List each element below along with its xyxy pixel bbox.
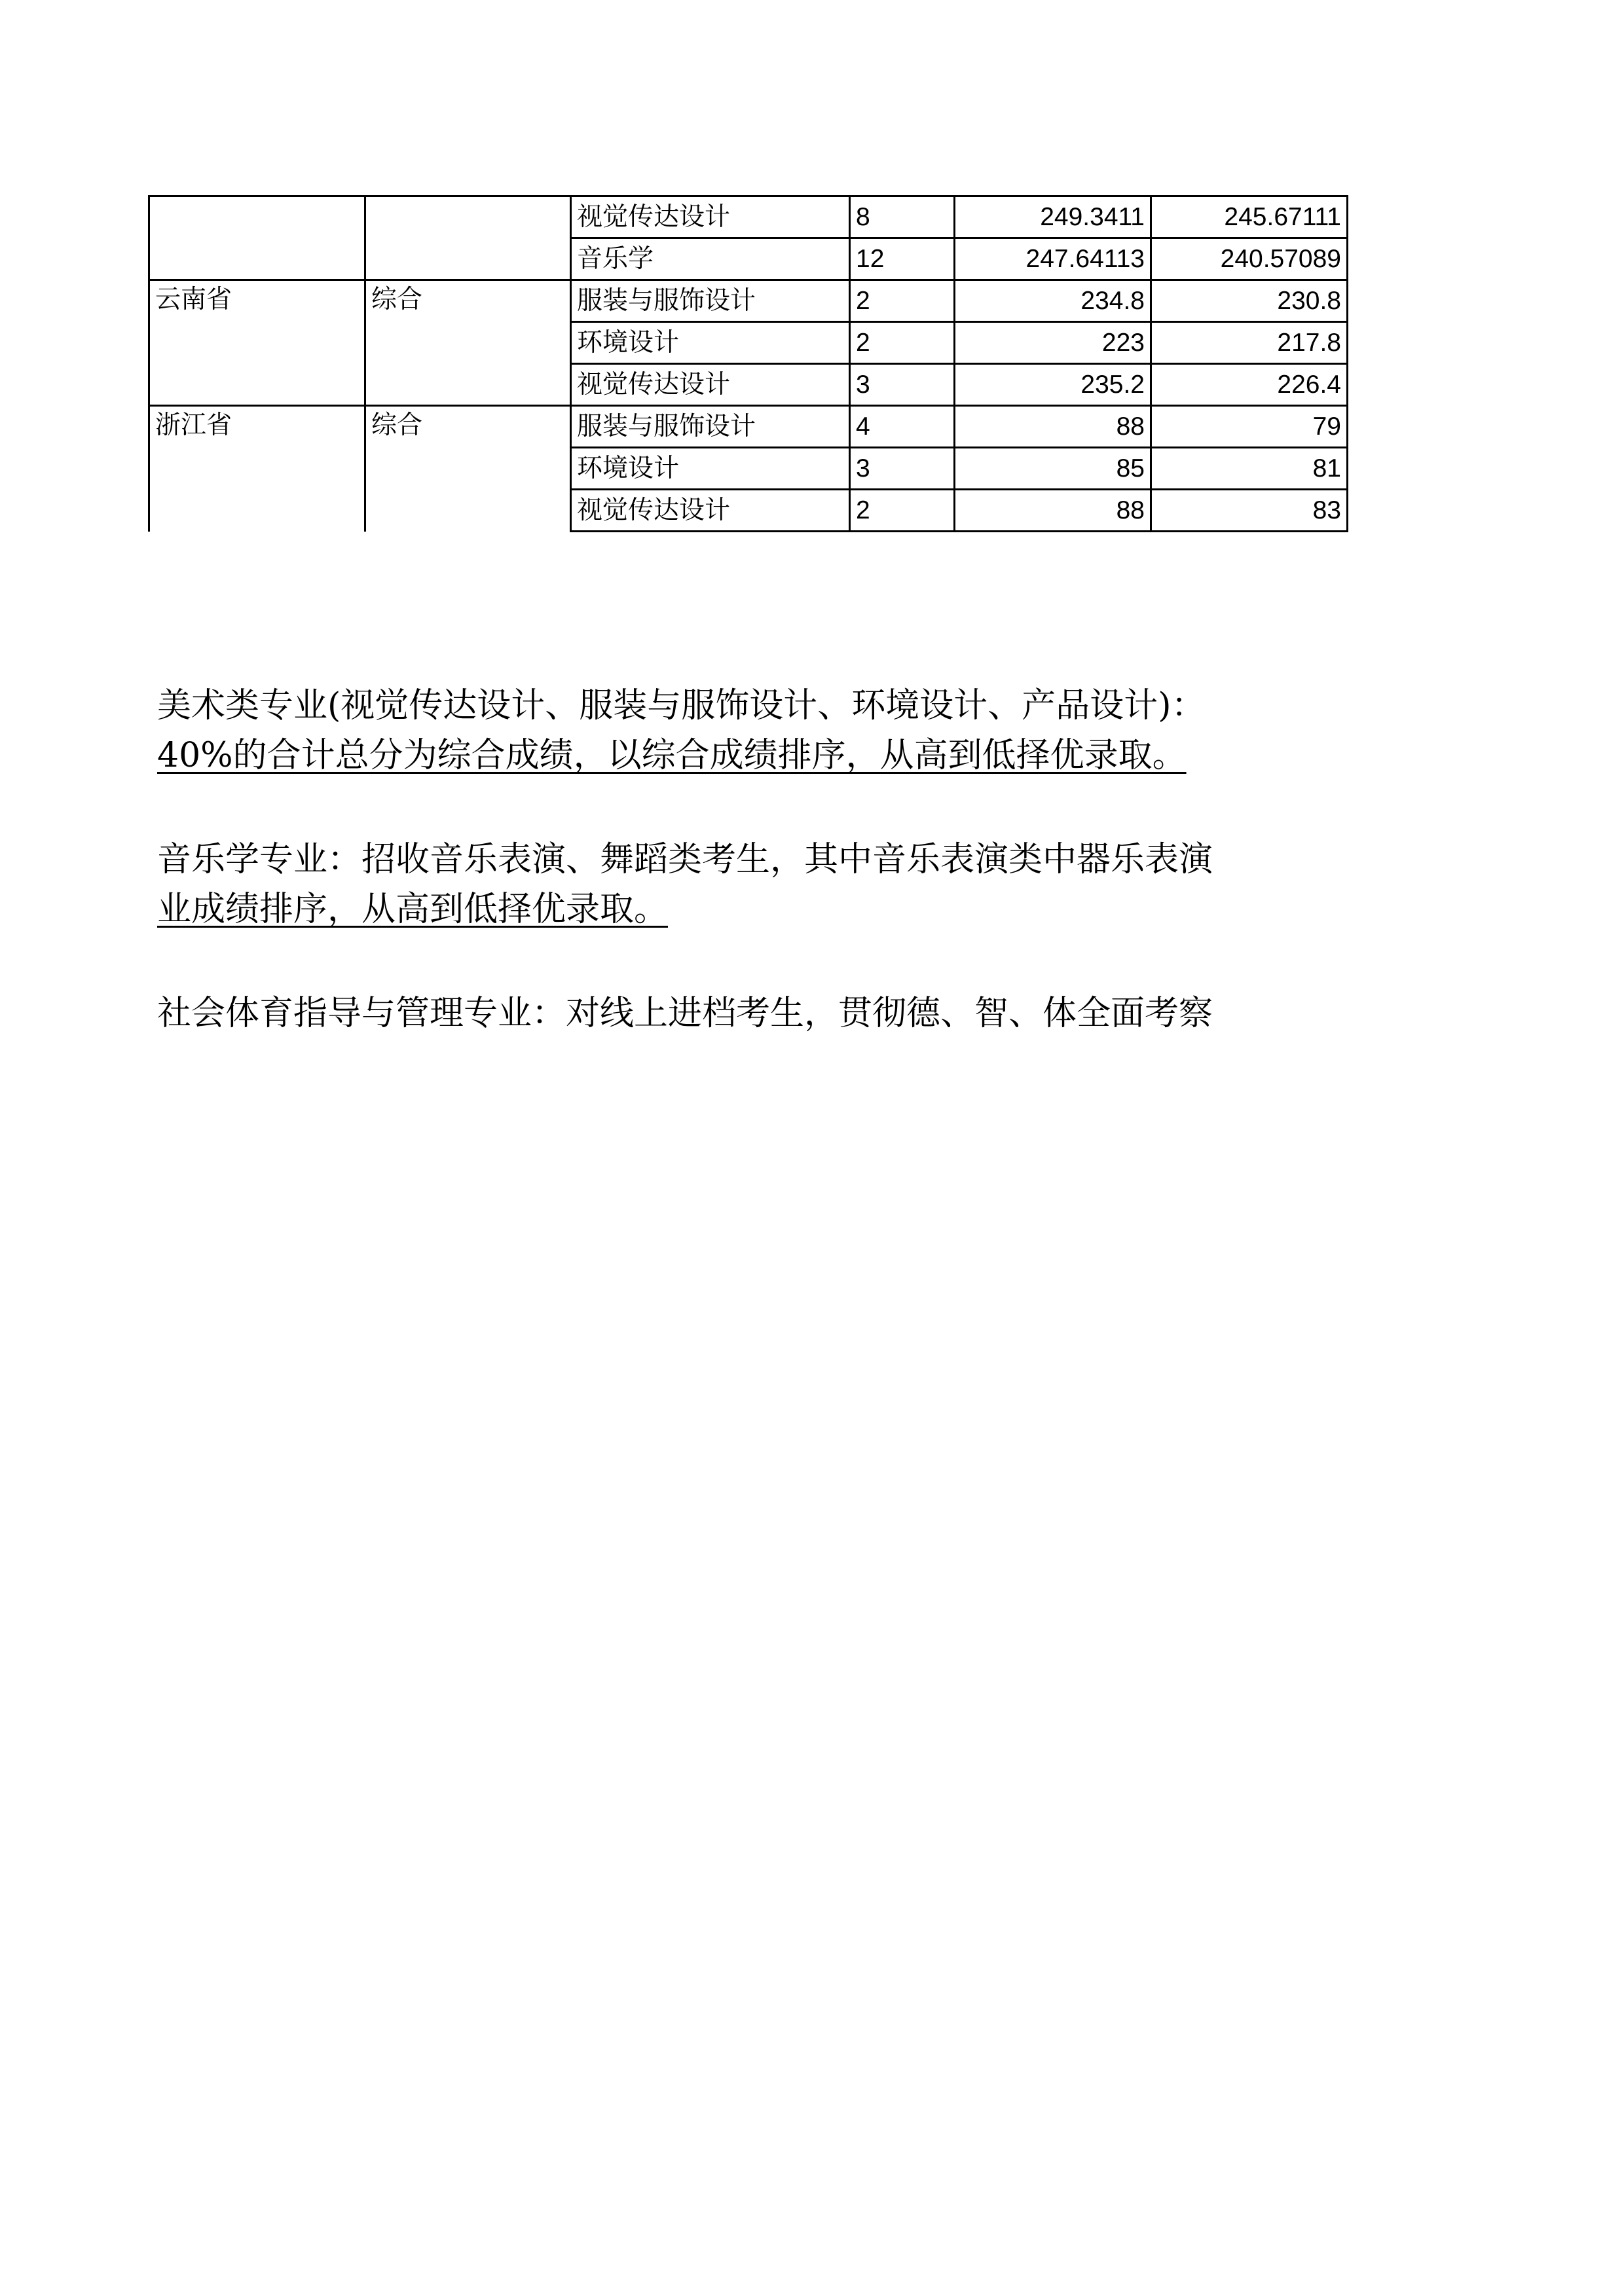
major-cell: 环境设计 (571, 448, 850, 490)
major-cell: 音乐学 (571, 238, 850, 280)
major-cell: 视觉传达设计 (571, 490, 850, 532)
plan-count-cell: 2 (850, 322, 955, 364)
art-note-line-1: 美术类专业(视觉传达设计、服装与服饰设计、环境设计、产品设计)： (157, 686, 1206, 725)
table-row (149, 322, 1348, 364)
max-score-cell: 223 (955, 322, 1151, 364)
province-cell (149, 322, 365, 364)
plan-count-cell: 3 (850, 364, 955, 406)
province-cell (149, 490, 365, 532)
music-note-line-1: 音乐学专业：招收音乐表演、舞蹈类考生，其中音乐表演类中器乐表演 (157, 840, 1213, 879)
admission-score-table (148, 195, 1348, 532)
province-cell: 云南省 (149, 280, 365, 322)
min-score-cell: 245.67111 (1151, 196, 1348, 238)
min-score-cell: 240.57089 (1151, 238, 1348, 280)
music-major-note (157, 835, 1349, 934)
max-score-cell: 234.8 (955, 280, 1151, 322)
category-cell (365, 238, 571, 280)
max-score-cell: 247.64113 (955, 238, 1151, 280)
min-score-cell: 217.8 (1151, 322, 1348, 364)
category-cell (365, 364, 571, 406)
sports-major-note (157, 989, 1349, 1038)
max-score-cell: 85 (955, 448, 1151, 490)
category-cell (365, 448, 571, 490)
table-row (149, 196, 1348, 238)
major-cell: 服装与服饰设计 (571, 280, 850, 322)
art-majors-note (157, 681, 1349, 780)
province-cell (149, 196, 365, 238)
category-cell (365, 196, 571, 238)
table-row (149, 448, 1348, 490)
province-cell: 浙江省 (149, 406, 365, 448)
table-row (149, 364, 1348, 406)
max-score-cell: 88 (955, 490, 1151, 532)
table-row (149, 238, 1348, 280)
major-cell: 视觉传达设计 (571, 196, 850, 238)
plan-count-cell: 4 (850, 406, 955, 448)
table-row (149, 280, 1348, 322)
max-score-cell: 235.2 (955, 364, 1151, 406)
category-cell (365, 322, 571, 364)
max-score-cell: 88 (955, 406, 1151, 448)
category-cell (365, 490, 571, 532)
plan-count-cell: 12 (850, 238, 955, 280)
plan-count-cell: 3 (850, 448, 955, 490)
major-cell: 视觉传达设计 (571, 364, 850, 406)
sports-note-line-1: 社会体育指导与管理专业：对线上进档考生，贯彻德、智、体全面考察 (157, 994, 1213, 1033)
table-row (149, 490, 1348, 532)
art-note-line-2: 40%的合计总分为综合成绩，以综合成绩排序，从高到低择优录取。 (157, 736, 1187, 775)
max-score-cell: 249.3411 (955, 196, 1151, 238)
min-score-cell: 226.4 (1151, 364, 1348, 406)
category-cell: 综合 (365, 406, 571, 448)
major-cell: 服装与服饰设计 (571, 406, 850, 448)
province-cell (149, 448, 365, 490)
plan-count-cell: 2 (850, 490, 955, 532)
table-row (149, 406, 1348, 448)
category-cell: 综合 (365, 280, 571, 322)
plan-count-cell: 8 (850, 196, 955, 238)
province-cell (149, 364, 365, 406)
min-score-cell: 79 (1151, 406, 1348, 448)
music-note-line-2: 业成绩排序，从高到低择优录取。 (157, 890, 669, 929)
min-score-cell: 81 (1151, 448, 1348, 490)
min-score-cell: 230.8 (1151, 280, 1348, 322)
major-cell: 环境设计 (571, 322, 850, 364)
plan-count-cell: 2 (850, 280, 955, 322)
province-cell (149, 238, 365, 280)
min-score-cell: 83 (1151, 490, 1348, 532)
